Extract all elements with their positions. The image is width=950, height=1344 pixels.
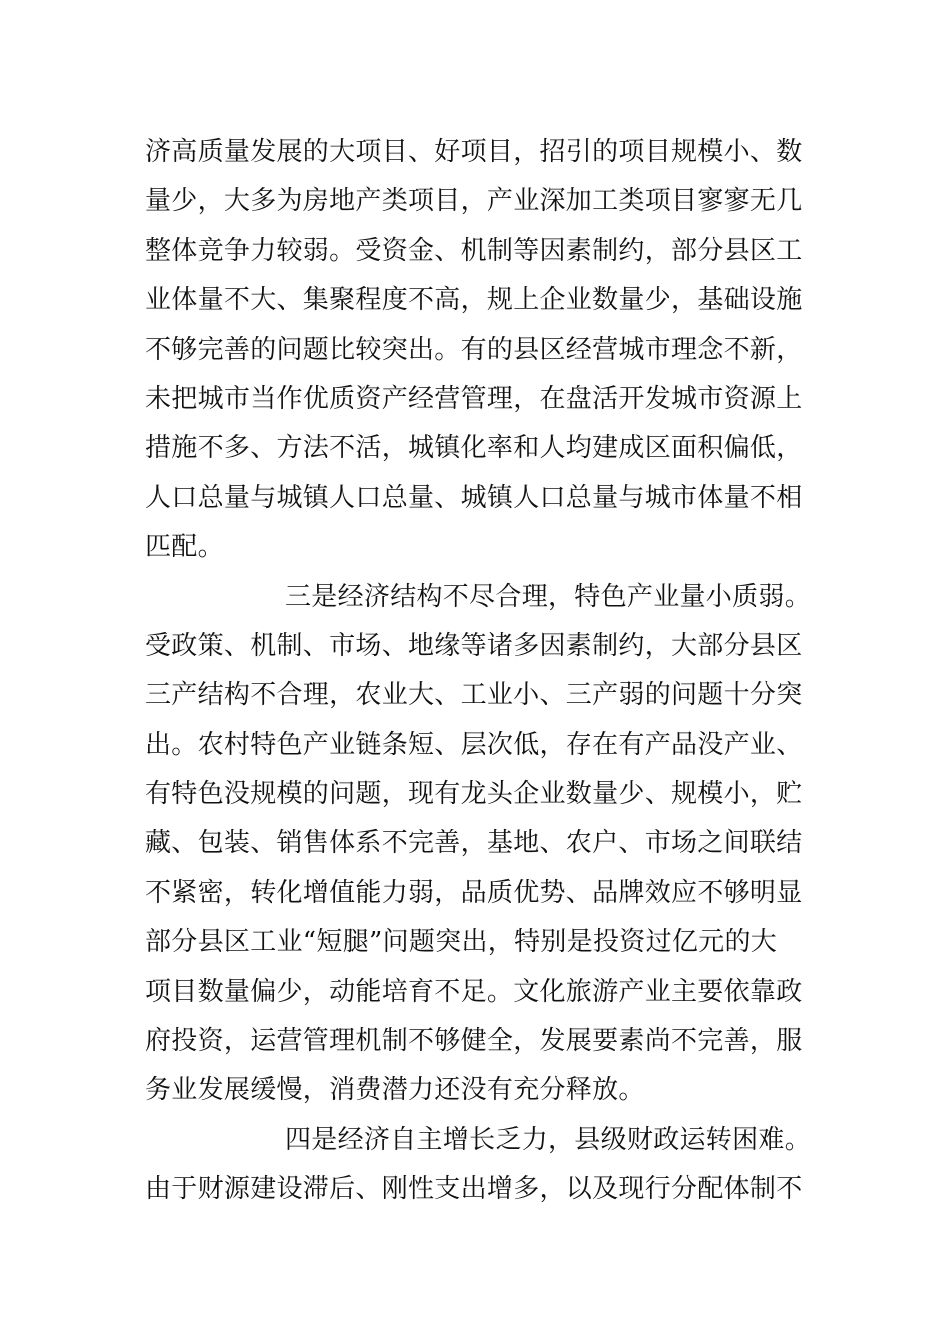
text-line-1: 济高质量发展的大项目、好项目，招引的项目规模小、数 (145, 137, 803, 167)
text-line-5: 不够完善的问题比较突出。有的县区经营城市理念不新， (145, 334, 803, 365)
text-line-4: 业体量不大、集聚程度不高，规上企业数量少，基础设施 (145, 285, 803, 316)
text-line-7: 措施不多、方法不活，城镇化率和人均建成区面积偏低， (145, 433, 803, 464)
text-line-22: 由于财源建设滞后、刚性支出增多，以及现行分配体制不 (145, 1174, 803, 1205)
text-line-8: 人口总量与城镇人口总量、城镇人口总量与城市体量不相 (145, 482, 803, 513)
text-line-16: 不紧密，转化增值能力弱，品质优势、品牌效应不够明显 (145, 877, 803, 908)
text-line-15: 藏、包装、销售体系不完善，基地、农户、市场之间联结 (145, 828, 803, 859)
section-heading-4: 四是经济自主增长乏力，县级财政运转困难。 (285, 1124, 812, 1155)
text-line-2: 量少，大多为房地产类项目，产业深加工类项目寥寥无几 (145, 186, 803, 217)
text-line-12: 三产结构不合理，农业大、工业小、三产弱的问题十分突 (145, 680, 803, 711)
text-line-19: 府投资，运营管理机制不够健全，发展要素尚不完善，服 (145, 1026, 803, 1057)
text-line-6: 未把城市当作优质资产经营管理，在盘活开发城市资源上 (145, 383, 803, 414)
text-line-13: 出。农村特色产业链条短、层次低，存在有产品没产业、 (145, 729, 803, 760)
section-heading-3: 三是经济结构不尽合理，特色产业量小质弱。 (285, 581, 812, 612)
text-line-11: 受政策、机制、市场、地缘等诸多因素制约，大部分县区 (145, 630, 803, 661)
document-body (145, 128, 810, 1215)
text-line-9: 匹配。 (145, 532, 224, 563)
text-line-14: 有特色没规模的问题，现有龙头企业数量少、规模小，贮 (145, 779, 803, 810)
text-line-3: 整体竞争力较弱。受资金、机制等因素制约，部分县区工 (145, 235, 803, 266)
text-line-20: 务业发展缓慢，消费潜力还没有充分释放。 (145, 1075, 645, 1106)
text-line-18: 项目数量偏少，动能培育不足。文化旅游产业主要依靠政 (145, 976, 803, 1007)
text-line-17: 部分县区工业“短腿”问题突出，特别是投资过亿元的大 (145, 927, 778, 958)
